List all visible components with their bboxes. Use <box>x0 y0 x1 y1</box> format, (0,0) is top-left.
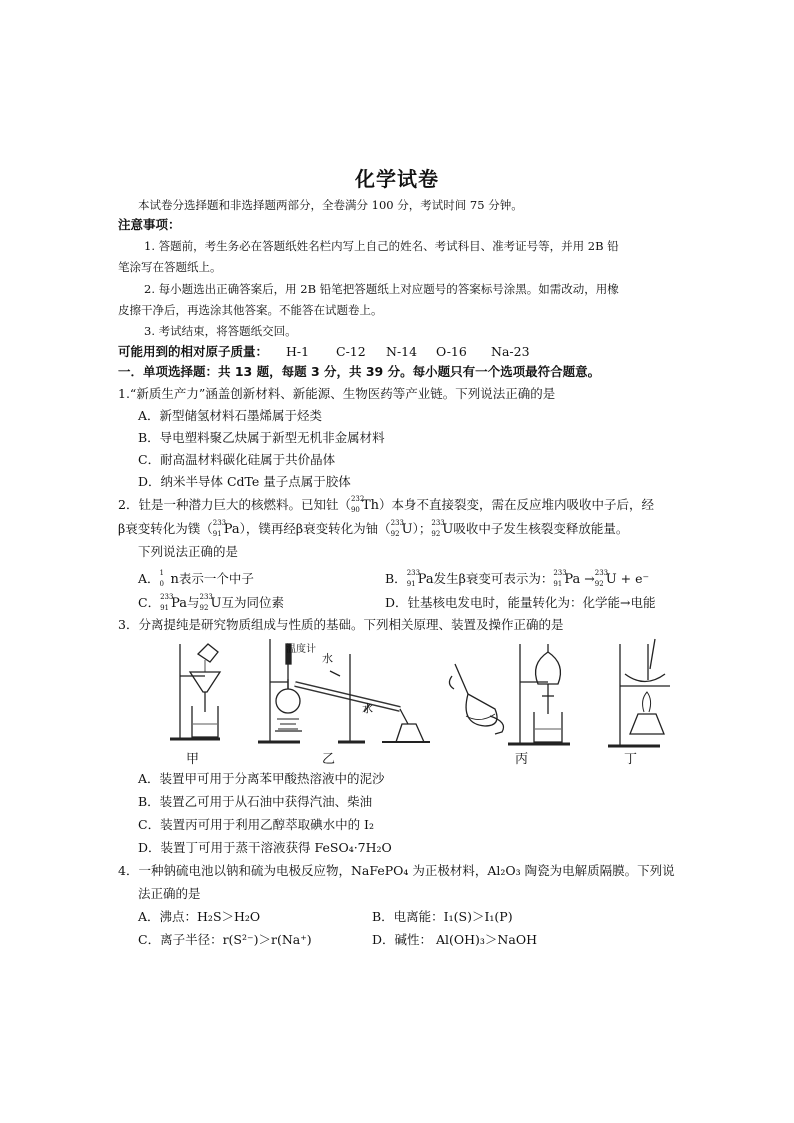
apparatus-evaporation <box>608 639 670 746</box>
q2-line-2 <box>118 520 698 539</box>
note-3: 3. 考试结束，将答题纸交回。 <box>144 324 297 338</box>
apparatus-separatory-funnel <box>508 644 570 744</box>
isotope-u: 233 92 U <box>390 519 413 538</box>
q1-option-a: A．新型储氢材料石墨烯属于烃类 <box>138 408 323 423</box>
q4-stem-1: 4．一种钠硫电池以钠和硫为电极反应物，NaFePO₄ 为正极材料，Al₂O₃ 陶瓷为电解质隔膜。下列说 <box>118 863 675 878</box>
isotope-u: 233 92 U <box>431 519 454 538</box>
isotope-n: 1 0 n <box>159 569 179 588</box>
q2-text: 2．钍是一种潜力巨大的核燃料。已知钍（ <box>118 497 351 512</box>
note-2a: 2. 每小题选出正确答案后，用 2B 铅笔把答题纸上对应题号的答案标号涂黑。如需改动，用橡 <box>144 282 619 296</box>
atomic-na: Na-23 <box>491 344 530 359</box>
q2-option-c: C． 233 91 Pa与 233 92 U互为同位素 <box>138 593 284 612</box>
intro-text: 本试卷分选择题和非选择题两部分，全卷满分 100 分，考试时间 75 分钟。 <box>138 198 523 212</box>
note-2b: 皮擦干净后，再选涂其他答案。不能答在试题卷上。 <box>118 303 383 317</box>
q4-option-b: B．电离能：I₁(S)＞I₁(P) <box>372 909 513 924</box>
q4-option-d: D．碱性： Al(OH)₃＞NaOH <box>372 932 537 947</box>
apparatus-extraction <box>449 664 503 734</box>
q1-option-c: C．耐高温材料碳化硅属于共价晶体 <box>138 452 336 467</box>
q4-option-c: C．离子半径：r(S²⁻)＞r(Na⁺) <box>138 932 312 947</box>
q2-text: ）本身不直接裂变，需在反应堆内吸收中子后，经 <box>379 497 655 512</box>
q2-text: 吸收中子发生核裂变释放能量。 <box>453 521 629 536</box>
isotope-pa: 233 91 Pa <box>160 593 187 612</box>
atomic-mass-row <box>118 343 698 361</box>
note-1a: 1. 答题前，考生务必在答题纸姓名栏内写上自己的姓名、考试科目、准考证号等，并用 2B 铅 <box>144 239 619 253</box>
apparatus-filtration <box>170 644 220 739</box>
q1-option-b: B．导电塑料聚乙炔属于新型无机非金属材料 <box>138 430 385 445</box>
isotope-u: 233 92 U <box>199 593 222 612</box>
atomic-mass-label: 可能用到的相对原子质量： <box>118 344 269 359</box>
note-1b: 笔涂写在答题纸上。 <box>118 260 222 274</box>
atomic-h: H-1 <box>286 344 310 359</box>
atomic-c: C-12 <box>336 344 366 359</box>
figure-label-jia: 甲 <box>186 752 200 767</box>
q3-option-b: B．装置乙可用于从石油中获得汽油、柴油 <box>138 794 373 809</box>
water-label-top: 水 <box>322 652 333 665</box>
q3-option-d: D．装置丁可用于蒸干溶液获得 FeSO₄·7H₂O <box>138 840 392 855</box>
figure-label-bing: 丙 <box>515 752 529 767</box>
q2-option-b: B． 233 91 Pa发生β衰变可表示为： 233 91 Pa → 233 92 U + e⁻ <box>385 569 650 588</box>
atomic-o: O-16 <box>436 344 467 359</box>
q3-option-c: C．装置丙可用于利用乙醇萃取碘水中的 I₂ <box>138 817 374 832</box>
q2-line-3: 下列说法正确的是 <box>138 544 239 559</box>
q4-option-a: A．沸点：H₂S＞H₂O <box>138 909 261 924</box>
isotope-pa: 233 91 Pa <box>553 569 581 588</box>
q2-option-d: D．钍基核电发电时，能量转化为：化学能→电能 <box>385 595 656 610</box>
q2-text: ），镤再经β衰变转化为铀（ <box>239 521 391 536</box>
q2-option-a: A． 1 0 n表示一个中子 <box>138 569 254 588</box>
figure-label-yi: 乙 <box>322 752 336 767</box>
figure-label-ding: 丁 <box>624 752 638 767</box>
apparatus-distillation <box>258 639 430 742</box>
thermometer-label: 温度计 <box>286 644 316 655</box>
isotope-th: 232 90 Th <box>350 495 380 514</box>
q1-stem: 1.“新质生产力”涵盖创新材料、新能源、生物医药等产业链。下列说法正确的是 <box>118 386 556 401</box>
q2-text: β衰变转化为镤（ <box>118 521 213 536</box>
notes-heading: 注意事项： <box>118 217 181 232</box>
apparatus-figure <box>150 634 680 764</box>
q4-stem-2: 法正确的是 <box>138 886 201 901</box>
q3-option-a: A．装置甲可用于分离苯甲酸热溶液中的泥沙 <box>138 771 385 786</box>
q2-line-1 <box>118 496 698 515</box>
page-title: 化学试卷 <box>355 167 439 191</box>
q3-stem: 3．分离提纯是研究物质组成与性质的基础。下列相关原理、装置及操作正确的是 <box>118 617 564 632</box>
isotope-u: 233 92 U <box>594 569 617 588</box>
q2-text: ）； <box>412 521 432 536</box>
isotope-pa: 233 91 Pa <box>212 519 240 538</box>
water-label-bottom: 水 <box>362 702 373 715</box>
isotope-pa: 233 91 Pa <box>406 569 434 588</box>
section-1-heading: 一．单项选择题：共 13 题，每题 3 分，共 39 分。每小题只有一个选项最符合题意。 <box>118 364 601 379</box>
q1-option-d: D．纳米半导体 CdTe 量子点属于胶体 <box>138 474 351 489</box>
atomic-n: N-14 <box>386 344 418 359</box>
